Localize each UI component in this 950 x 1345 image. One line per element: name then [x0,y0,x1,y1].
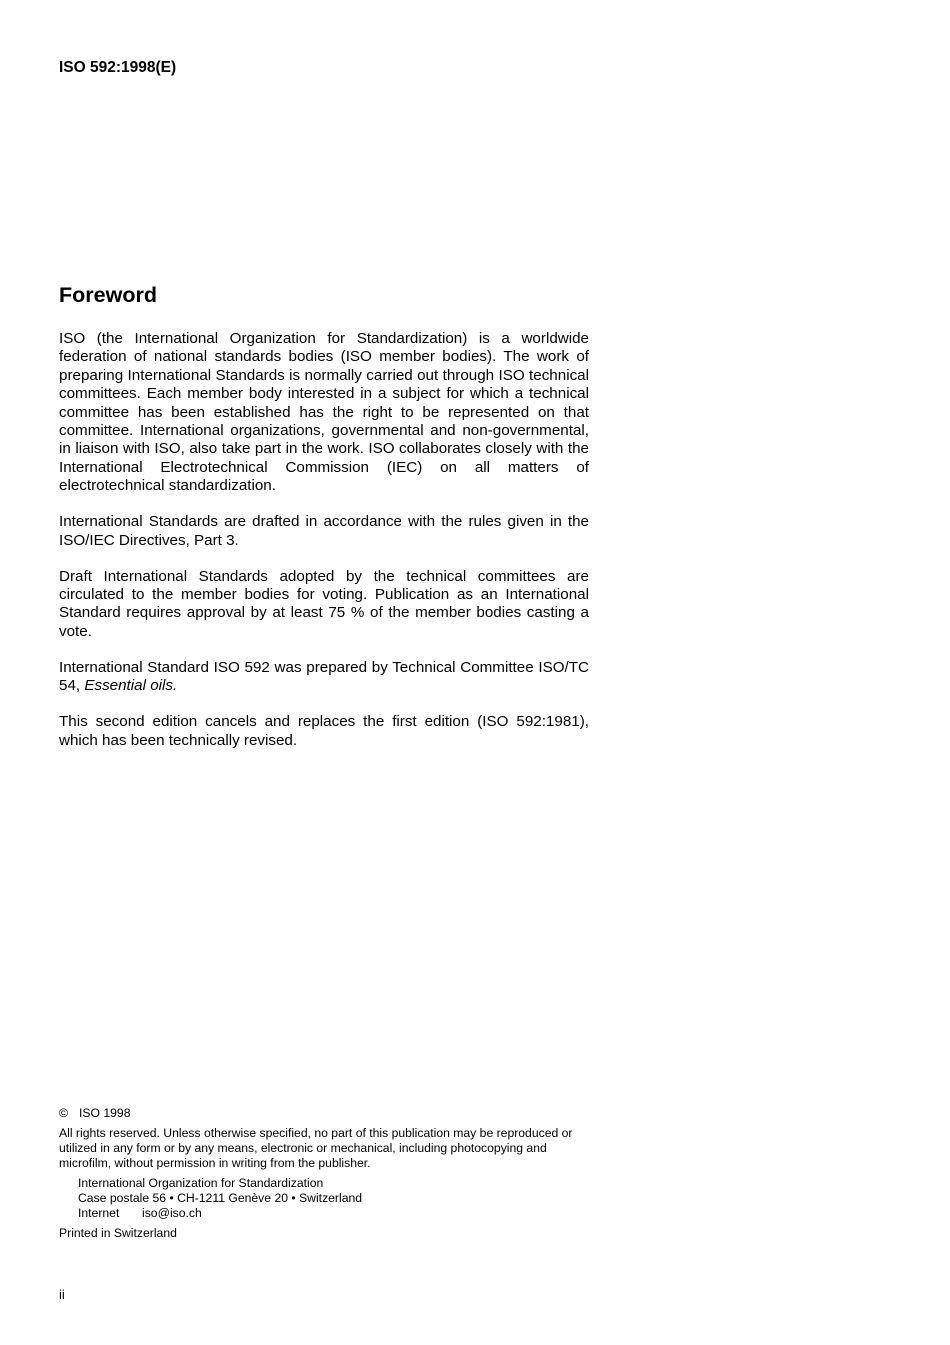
foreword-heading: Foreword [59,283,157,307]
foreword-body [59,330,589,768]
copyright-year: ISO 1998 [79,1106,131,1120]
rights-statement: All rights reserved. Unless otherwise specified, no part of this publication may be reproduced or utilized in any form or by any means, electronic or mechanical, including photocopying and microfilm, without permission in writing from the publisher. [59,1126,573,1170]
internet-email: iso@iso.ch [142,1206,202,1220]
copyright-icon: © [59,1106,68,1120]
document-identifier: ISO 592:1998(E) [59,59,177,76]
foreword-paragraph-voting: Draft International Standards adopted by the technical committees are circulated to the member bodies for voting. Publication as an International Standard requires approval by at least 75 % of the member bodies casting a vote. [59,567,589,640]
page-number: ii [59,1287,65,1302]
publisher-address [59,1176,589,1221]
foreword-paragraph-iso: ISO (the International Organization for Standardization) is a worldwide federation of national standards bodies (ISO member bodies). The work of preparing International Standards is normally carried out through ISO technical committees. Each member body interested in a subject for which a technical committee has been established has the right to be represented on that committee. International organizations, governmental and non-governmental, in liaison with ISO, also take part in the work. ISO collaborates closely with the International Electrotechnical Commission (IEC) on all matters of electrotechnical standardization. [59,330,589,495]
postal-address: Case postale 56 • CH-1211 Genève 20 • Switzerland [78,1191,363,1205]
copyright-block [59,1106,589,1241]
foreword-paragraph-edition: This second edition cancels and replaces the first edition (ISO 592:1981), which has been technically revised. [59,713,589,749]
prepared-by-text: International Standard ISO 592 was prepared by Technical Committee ISO/TC 54, [59,658,589,695]
committee-name: Essential oils. [84,677,178,695]
internet-line [78,1206,589,1221]
publisher-name: International Organization for Standardization [78,1176,324,1190]
foreword-paragraph-prepared-by [59,659,589,696]
printed-in: Printed in Switzerland [59,1226,177,1240]
foreword-paragraph-directives: International Standards are drafted in accordance with the rules given in the ISO/IEC Directives, Part 3. [59,513,589,549]
copyright-line [59,1106,589,1121]
internet-label: Internet [78,1206,120,1220]
